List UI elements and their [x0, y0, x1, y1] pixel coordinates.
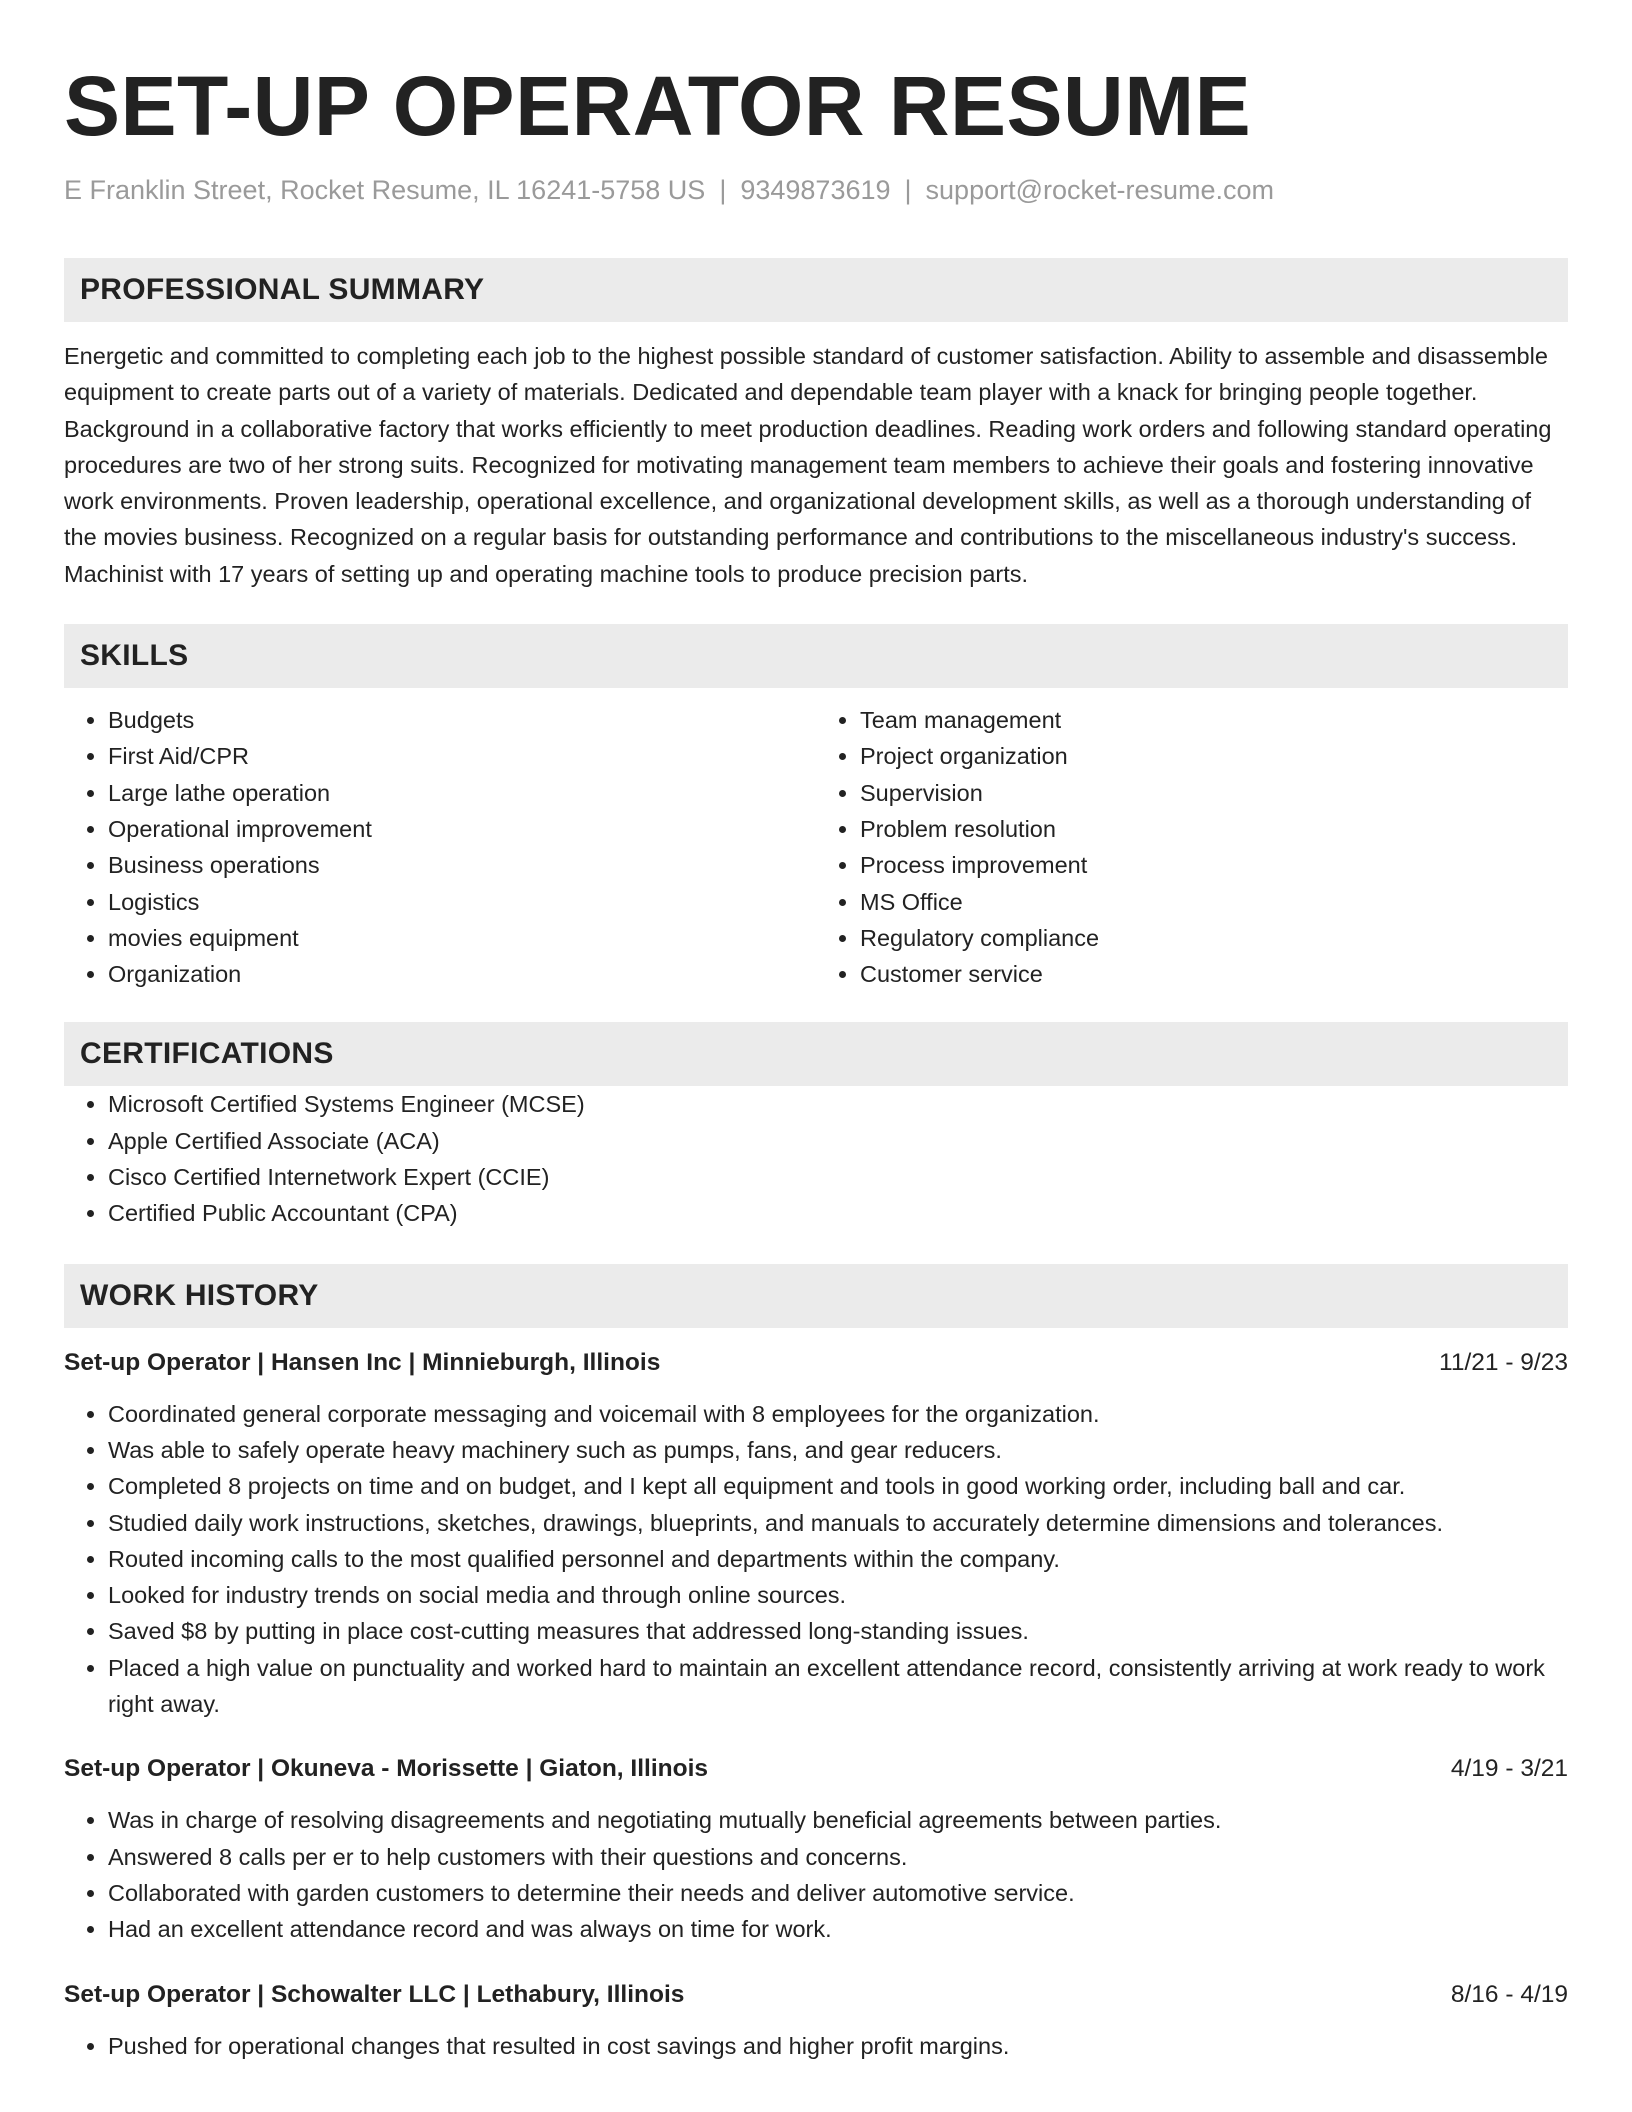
work-history-list	[64, 1346, 1568, 2064]
list-item: • Customer service	[860, 956, 1568, 992]
list-item: • Was in charge of resolving disagreements and negotiating mutually beneficial agreements between parties.	[108, 1802, 1568, 1838]
certifications-list	[64, 1086, 1568, 1231]
list-item: • Team management	[860, 702, 1568, 738]
list-item: • Regulatory compliance	[860, 920, 1568, 956]
summary-text: Energetic and committed to completing each job to the highest possible standard of customer satisfaction. Ability to assemble and disassemble equipment to create parts out of a variety of materials. Dedicated and dependable team player with a knack for bringing people together. Background in a collaborative factory that works efficiently to meet production deadlines. Reading work orders and following standard operating procedures are two of her strong suits. Recognized for motivating management team members to achieve their goals and fostering innovative work environments. Proven leadership, operational excellence, and organizational development skills, as well as a thorough understanding of the movies business. Recognized on a regular basis for outstanding performance and contributions to the miscellaneous industry's success. Machinist with 17 years of setting up and operating machine tools to produce precision parts.	[64, 343, 1552, 587]
job-dates: 11/21 - 9/23	[1439, 1348, 1568, 1376]
job-entry	[64, 1978, 1568, 2064]
list-item: • Placed a high value on punctuality and worked hard to maintain an excellent attendance record, consistently arriving at work ready to work right away.	[108, 1650, 1568, 1723]
contact-separator: |	[719, 175, 727, 205]
job-header	[64, 1752, 1568, 1786]
list-item: • Coordinated general corporate messaging and voicemail with 8 employees for the organization.	[108, 1396, 1568, 1432]
certifications-header: CERTIFICATIONS	[64, 1022, 1568, 1086]
list-item: • Apple Certified Associate (ACA)	[108, 1123, 1568, 1159]
job-title: Set-up Operator | Schowalter LLC | Lethabury, Illinois	[64, 1980, 685, 2008]
contact-address: E Franklin Street, Rocket Resume, IL 16241-5758 US	[64, 175, 706, 205]
list-item: • Large lathe operation	[108, 775, 816, 811]
list-item: • Project organization	[860, 738, 1568, 774]
list-item: • Had an excellent attendance record and was always on time for work.	[108, 1911, 1568, 1947]
contact-email: support@rocket-resume.com	[925, 175, 1275, 205]
list-item: • First Aid/CPR	[108, 738, 816, 774]
list-item: • Completed 8 projects on time and on budget, and I kept all equipment and tools in good working order, including ball and car.	[108, 1468, 1568, 1504]
list-item: • MS Office	[860, 884, 1568, 920]
job-dates: 4/19 - 3/21	[1450, 1755, 1568, 1783]
list-item: • Answered 8 calls per er to help customers with their questions and concerns.	[108, 1839, 1568, 1875]
skills-column-left	[64, 702, 816, 992]
contact-phone: 9349873619	[740, 175, 891, 205]
list-item: • Problem resolution	[860, 811, 1568, 847]
list-item: • Looked for industry trends on social media and through online sources.	[108, 1577, 1568, 1613]
job-header	[64, 1978, 1568, 2012]
list-item: • Saved $8 by putting in place cost-cutting measures that addressed long-standing issues.	[108, 1613, 1568, 1649]
skills-header: SKILLS	[64, 624, 1568, 688]
list-item: • Logistics	[108, 884, 816, 920]
list-item: • Was able to safely operate heavy machinery such as pumps, fans, and gear reducers.	[108, 1432, 1568, 1468]
list-item: • Certified Public Accountant (CPA)	[108, 1195, 1568, 1231]
job-entry	[64, 1346, 1568, 1723]
job-header	[64, 1346, 1568, 1380]
job-bullets	[64, 1802, 1568, 1947]
list-item: • Cisco Certified Internetwork Expert (CCIE)	[108, 1159, 1568, 1195]
list-item: • Process improvement	[860, 847, 1568, 883]
list-item: • Organization	[108, 956, 816, 992]
job-title: Set-up Operator | Okuneva - Morissette | Giaton, Illinois	[64, 1755, 709, 1783]
list-item: • Routed incoming calls to the most qualified personnel and departments within the company.	[108, 1541, 1568, 1577]
list-item: • Budgets	[108, 702, 816, 738]
list-item: • Supervision	[860, 775, 1568, 811]
summary-header: PROFESSIONAL SUMMARY	[64, 258, 1568, 322]
list-item: • Studied daily work instructions, sketches, drawings, blueprints, and manuals to accurately determine dimensions and tolerances.	[108, 1505, 1568, 1541]
skills-list	[64, 702, 1568, 992]
list-item: • Microsoft Certified Systems Engineer (MCSE)	[108, 1086, 1568, 1122]
job-bullets	[64, 1396, 1568, 1723]
job-title: Set-up Operator | Hansen Inc | Minnieburgh, Illinois	[64, 1348, 661, 1376]
list-item: • Collaborated with garden customers to determine their needs and deliver automotive service.	[108, 1875, 1568, 1911]
skills-column-right	[816, 702, 1568, 992]
work-history-header: WORK HISTORY	[64, 1264, 1568, 1328]
contact-line	[64, 172, 1568, 208]
job-dates: 8/16 - 4/19	[1450, 1980, 1568, 2008]
contact-separator: |	[904, 175, 912, 205]
job-entry	[64, 1752, 1568, 1947]
list-item: • Operational improvement	[108, 811, 816, 847]
list-item: • Business operations	[108, 847, 816, 883]
job-bullets	[64, 2028, 1568, 2064]
resume-title: SET-UP OPERATOR RESUME	[64, 59, 1252, 153]
list-item: • movies equipment	[108, 920, 816, 956]
list-item: • Pushed for operational changes that resulted in cost savings and higher profit margins.	[108, 2028, 1568, 2064]
